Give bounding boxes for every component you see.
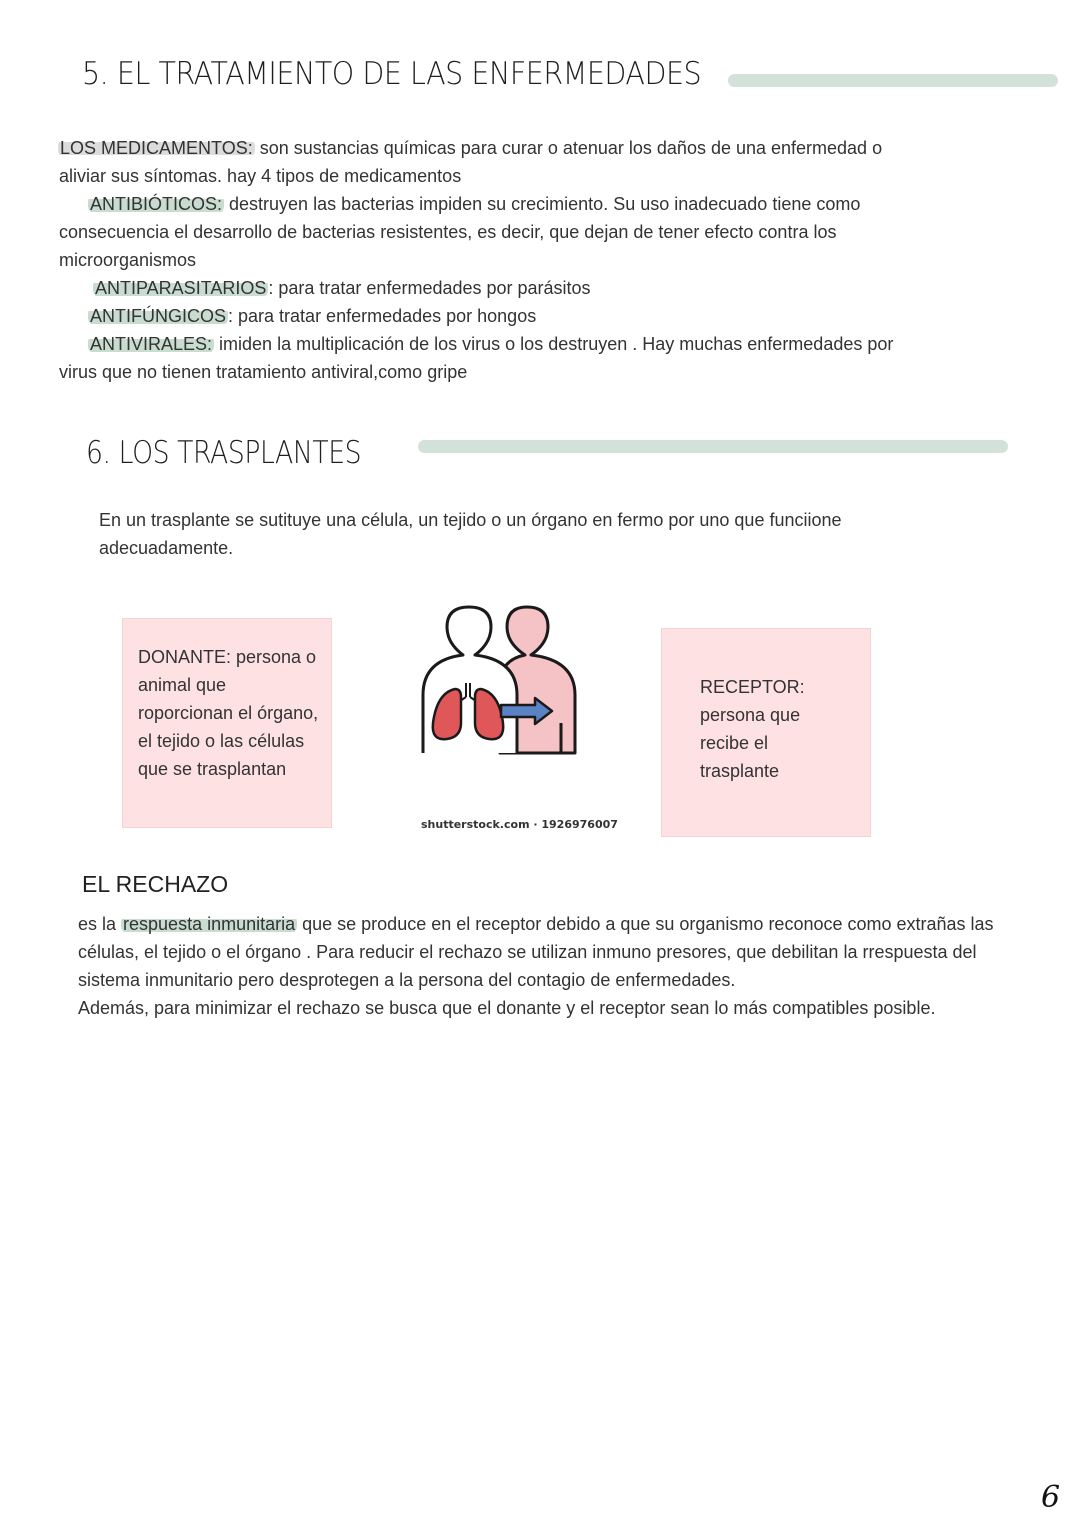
medicamentos-line-2: aliviar sus síntomas. hay 4 tipos de medicamentos xyxy=(59,166,462,186)
rechazo-line-4: Además, para minimizar el rechazo se busca que el donante y el receptor sean lo más compatibles posible. xyxy=(78,998,936,1018)
antibioticos-line-3: microorganismos xyxy=(59,250,197,270)
section-5-title: 5. EL TRATAMIENTO DE LAS ENFERMEDADES xyxy=(82,56,702,92)
receptor-box: RECEPTOR: persona que recibe el trasplante xyxy=(661,628,871,837)
term-medicamentos: LOS MEDICAMENTOS: xyxy=(60,138,253,158)
antibioticos-line-2: consecuencia el desarrollo de bacterias resistentes, es decir, que dejan de tener efecto contra los xyxy=(59,222,837,242)
rechazo-line-1: es la respuesta inmunitaria que se produce en el receptor debido a que su organismo reconoce como extrañas las xyxy=(78,914,994,934)
term-antifungicos: ANTIFÚNGICOS xyxy=(90,306,227,326)
rechazo-line-3: sistema inmunitario pero desprotegen a la persona del contagio de enfermedades. xyxy=(78,970,736,990)
antivirales-line-2: virus que no tienen tratamiento antiviral,como gripe xyxy=(59,362,468,382)
section-6-decorative-bar xyxy=(418,440,1008,453)
section-5-decorative-bar xyxy=(728,74,1058,87)
antifungicos-line: ANTIFÚNGICOS : para tratar enfermedades por hongos xyxy=(90,306,537,326)
antibioticos-line-1: ANTIBIÓTICOS: destruyen las bacterias impiden su crecimiento. Su uso inadecuado tiene como xyxy=(90,194,861,214)
term-antiparasitarios: ANTIPARASITARIOS xyxy=(95,278,267,298)
term-antibioticos: ANTIBIÓTICOS: xyxy=(90,194,223,214)
trasplante-intro-line-2: adecuadamente. xyxy=(99,538,234,558)
donor-box: DONANTE: persona o animal que roporcionan el órgano, el tejido o las células que se trasplantan xyxy=(122,618,332,828)
antivirales-line-1: ANTIVIRALES: imiden la multiplicación de los virus o los destruyen . Hay muchas enfermedades por xyxy=(90,334,894,354)
rechazo-title: EL RECHAZO xyxy=(82,871,229,897)
section-6-title: 6. LOS TRASPLANTES xyxy=(86,435,362,471)
term-respuesta-inmunitaria: respuesta inmunitaria xyxy=(123,914,296,934)
term-antivirales: ANTIVIRALES: xyxy=(90,334,213,354)
antiparasitarios-line: ANTIPARASITARIOS : para tratar enfermedades por parásitos xyxy=(95,278,591,298)
image-caption: shutterstock.com · 1926976007 xyxy=(421,818,618,831)
transplant-illustration xyxy=(415,605,585,755)
medicamentos-line-1: LOS MEDICAMENTOS: son sustancias químicas para curar o atenuar los daños de una enfermedad o xyxy=(60,138,883,158)
rechazo-line-2: células, el tejido o el órgano . Para reducir el rechazo se utilizan inmuno presores, que debilitan la rrespuesta del xyxy=(78,942,977,962)
page-number: 6 xyxy=(1041,1480,1061,1515)
trasplante-intro-line-1: En un trasplante se sutituye una célula, un tejido o un órgano en fermo por uno que funciione xyxy=(99,510,842,530)
